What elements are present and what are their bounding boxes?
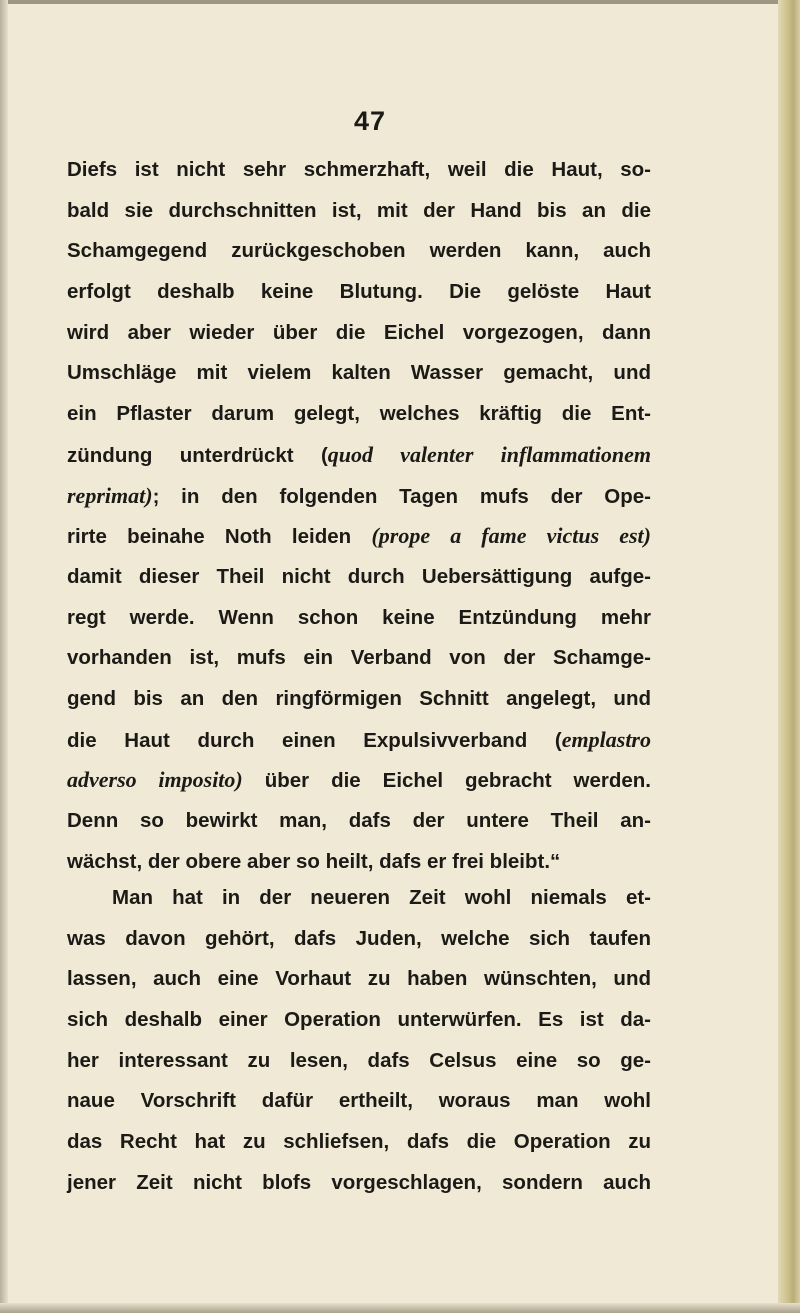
line-text: sich deshalb einer Operation unterwürfen. Es ist da-: [67, 1008, 651, 1032]
text-line: [67, 919, 651, 960]
line-text: jener Zeit nicht blofs vorgeschlagen, sondern auch: [67, 1170, 651, 1194]
text-line: [67, 878, 651, 919]
line-text: lassen, auch eine Vorhaut zu haben wünschten, und: [67, 967, 651, 991]
page-number: 47: [353, 106, 387, 136]
page-top-edge: [0, 0, 800, 4]
text-line: [67, 272, 651, 313]
line-text: gend bis an den ringförmigen Schnitt angelegt, und: [67, 686, 651, 710]
line-text: Schamgegend zurückgeschoben werden kann, auch: [67, 239, 651, 263]
text-line: [67, 679, 651, 720]
line-text: naue Vorschrift dafür ertheilt, woraus man wohl: [67, 1089, 651, 1113]
text-line: [67, 150, 651, 191]
line-text: Denn so bewirkt man, dafs der untere Theil an-: [67, 809, 651, 832]
latin-quote-text: adverso imposito): [67, 767, 243, 793]
text-line: [67, 191, 651, 232]
text-line: [67, 760, 651, 801]
text-line: [67, 1041, 651, 1082]
text-line: [67, 435, 651, 476]
paragraph-1: [67, 150, 651, 882]
text-line: [67, 353, 651, 394]
line-text: Diefs ist nicht sehr schmerzhaft, weil die Haut, so-: [67, 158, 651, 181]
line-text: Man hat in der neueren Zeit wohl niemals et-: [112, 886, 651, 909]
page-fore-edge: [778, 0, 800, 1313]
line-text: ; in den folgenden Tagen mufs der Ope-: [152, 484, 651, 508]
line-text: über die Eichel gebracht werden.: [242, 769, 651, 793]
text-line: [67, 1163, 651, 1204]
line-text: rirte beinahe Noth leiden: [67, 525, 372, 549]
line-text: her interessant zu lesen, dafs Celsus eine so ge-: [67, 1048, 651, 1072]
line-text: ein Pflaster darum gelegt, welches kräftig die Ent-: [67, 402, 651, 426]
line-text: wird aber wieder über die Eichel vorgezogen, dann: [67, 320, 651, 344]
text-line: [67, 720, 651, 761]
line-text: damit dieser Theil nicht durch Uebersättigung aufge-: [67, 564, 651, 588]
line-text: regt werde. Wenn schon keine Entzündung mehr: [67, 605, 651, 629]
line-text: Umschläge mit vielem kalten Wasser gemacht, und: [67, 361, 651, 385]
paragraph-2: [67, 878, 651, 1204]
line-text: erfolgt deshalb keine Blutung. Die gelöste Haut: [67, 280, 651, 304]
text-line: [67, 842, 651, 883]
line-text: zündung unterdrückt (: [67, 443, 328, 467]
page-bottom-edge: [0, 1303, 800, 1313]
line-text: wächst, der obere aber so heilt, dafs er frei bleibt.“: [67, 849, 561, 873]
line-text: die Haut durch einen Expulsivverband (: [67, 728, 562, 752]
text-line: [67, 1122, 651, 1163]
latin-quote-text: quod valenter inflammationem: [327, 441, 651, 467]
text-line: [67, 1081, 651, 1122]
latin-quote-text: emplastro: [561, 726, 651, 752]
text-line: [67, 1000, 651, 1041]
text-line: [67, 516, 651, 557]
text-line: [67, 231, 651, 272]
page-binding-edge: [0, 0, 8, 1313]
text-line: [67, 638, 651, 679]
line-text: was davon gehört, dafs Juden, welche sich taufen: [67, 926, 651, 950]
text-line: [67, 394, 651, 435]
line-text: bald sie durchschnitten ist, mit der Hand bis an die: [67, 198, 651, 222]
line-text: das Recht hat zu schliefsen, dafs die Operation zu: [67, 1130, 651, 1154]
text-line: [67, 557, 651, 598]
text-line: [67, 598, 651, 639]
text-line: [67, 959, 651, 1000]
line-text: vorhanden ist, mufs ein Verband von der Schamge-: [67, 646, 651, 670]
text-line: [67, 801, 651, 842]
text-line: [67, 476, 651, 517]
text-line: [67, 313, 651, 354]
latin-quote-text: (prope a fame victus est): [371, 523, 651, 549]
latin-quote-text: reprimat): [67, 482, 153, 508]
